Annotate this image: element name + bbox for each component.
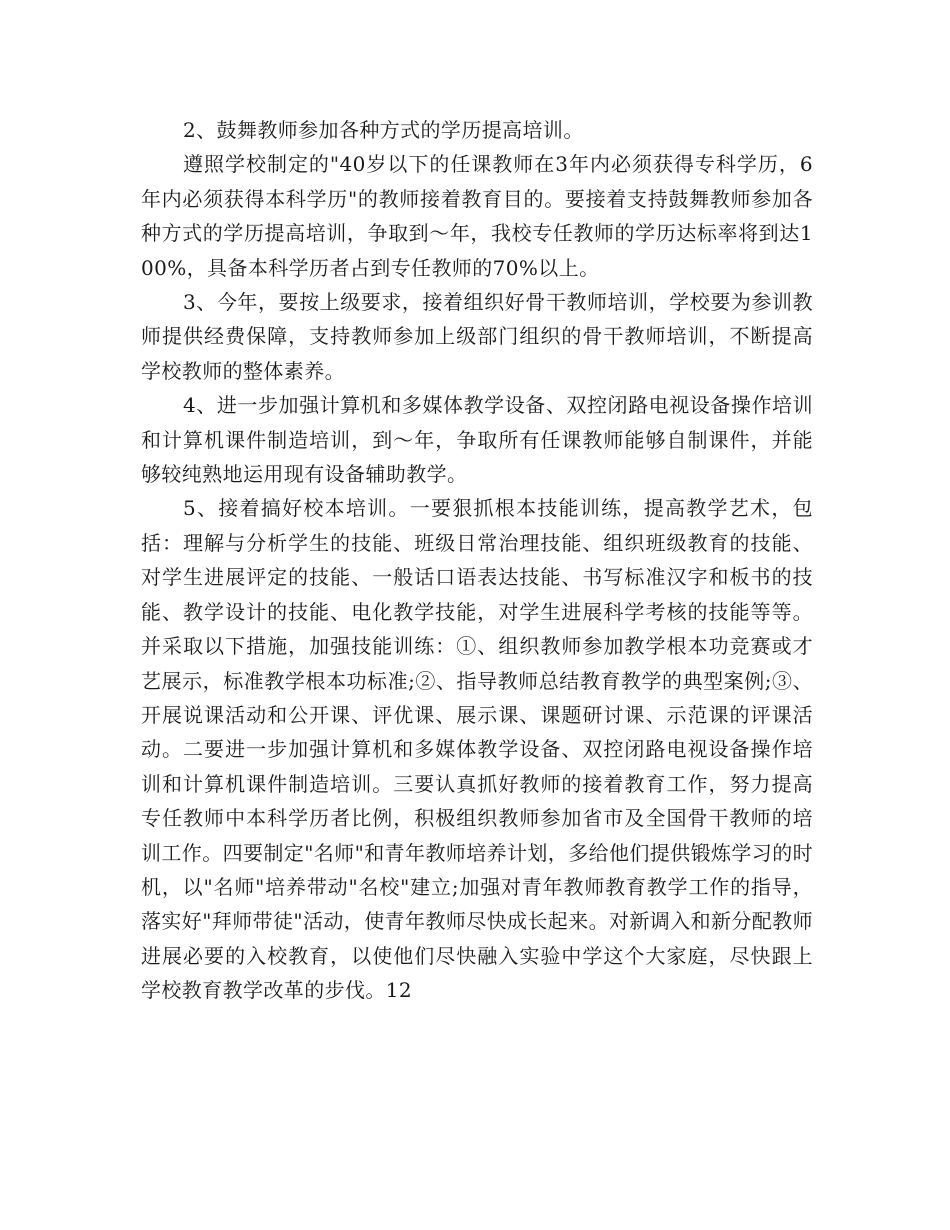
paragraph-1: 2、鼓舞教师参加各种方式的学历提高培训。	[183, 118, 584, 142]
paragraph-5: 5、接着搞好校本培训。一要狠抓根本技能训练，提高教学艺术，包括：理解与分析学生的技能、班级日常治理技能、组织班级教育的技能、对学生进展评定的技能、一般话口语表达技能、书写标准汉字和板书的技能、教学设计的技能、电化教学技能，对学生进展科学考核的技能等等。并采取以下措施，加强技能训练：①、组织教师参加教学根本功竞赛或才艺展示，标准教学根本功标准;②、指导教师总结教育教学的典型案例;③、开展说课活动和公开课、评优课、展示课、课题研讨课、示范课的评课活动。二要进一步加强计算机和多媒体教学设备、双控闭路电视设备操作培训和计算机课件制造培训。三要认真抓好教师的接着教育工作，努力提高专任教师中本科学历者比例，积极组织教师参加省市及全国骨干教师的培训工作。四要制定"名师"和青年教师培养计划，多给他们提供锻炼学习的时机，以"名师"培养带动"名校"建立;加强对青年教师教育教学工作的指导，落实好"拜师带徒"活动，使青年教师尽快成长起来。对新调入和新分配教师进展必要的入校教育，以使他们尽快融入实验中学这个大家庭，尽快跟上学校教育教学改革的步伐。12	[141, 496, 813, 1003]
paragraph-4: 4、进一步加强计算机和多媒体教学设备、双控闭路电视设备操作培训和计算机课件制造培训，到～年，争取所有任课教师能够自制课件，并能够较纯熟地运用现有设备辅助教学。	[141, 393, 813, 487]
paragraph-3: 3、今年，要按上级要求，接着组织好骨干教师培训，学校要为参训教师提供经费保障，支持教师参加上级部门组织的骨干教师培训，不断提高学校教师的整体素养。	[141, 290, 813, 383]
paragraph-2: 遵照学校制定的"40岁以下的任课教师在3年内必须获得专科学历，6年内必须获得本科学历"的教师接着教育目的。要接着支持鼓舞教师参加各种方式的学历提高培训，争取到～年，我校专任教师的学历达标率将到达100%，具备本科学历者占到专任教师的70%以上。	[141, 152, 813, 280]
document-body	[141, 113, 813, 1008]
